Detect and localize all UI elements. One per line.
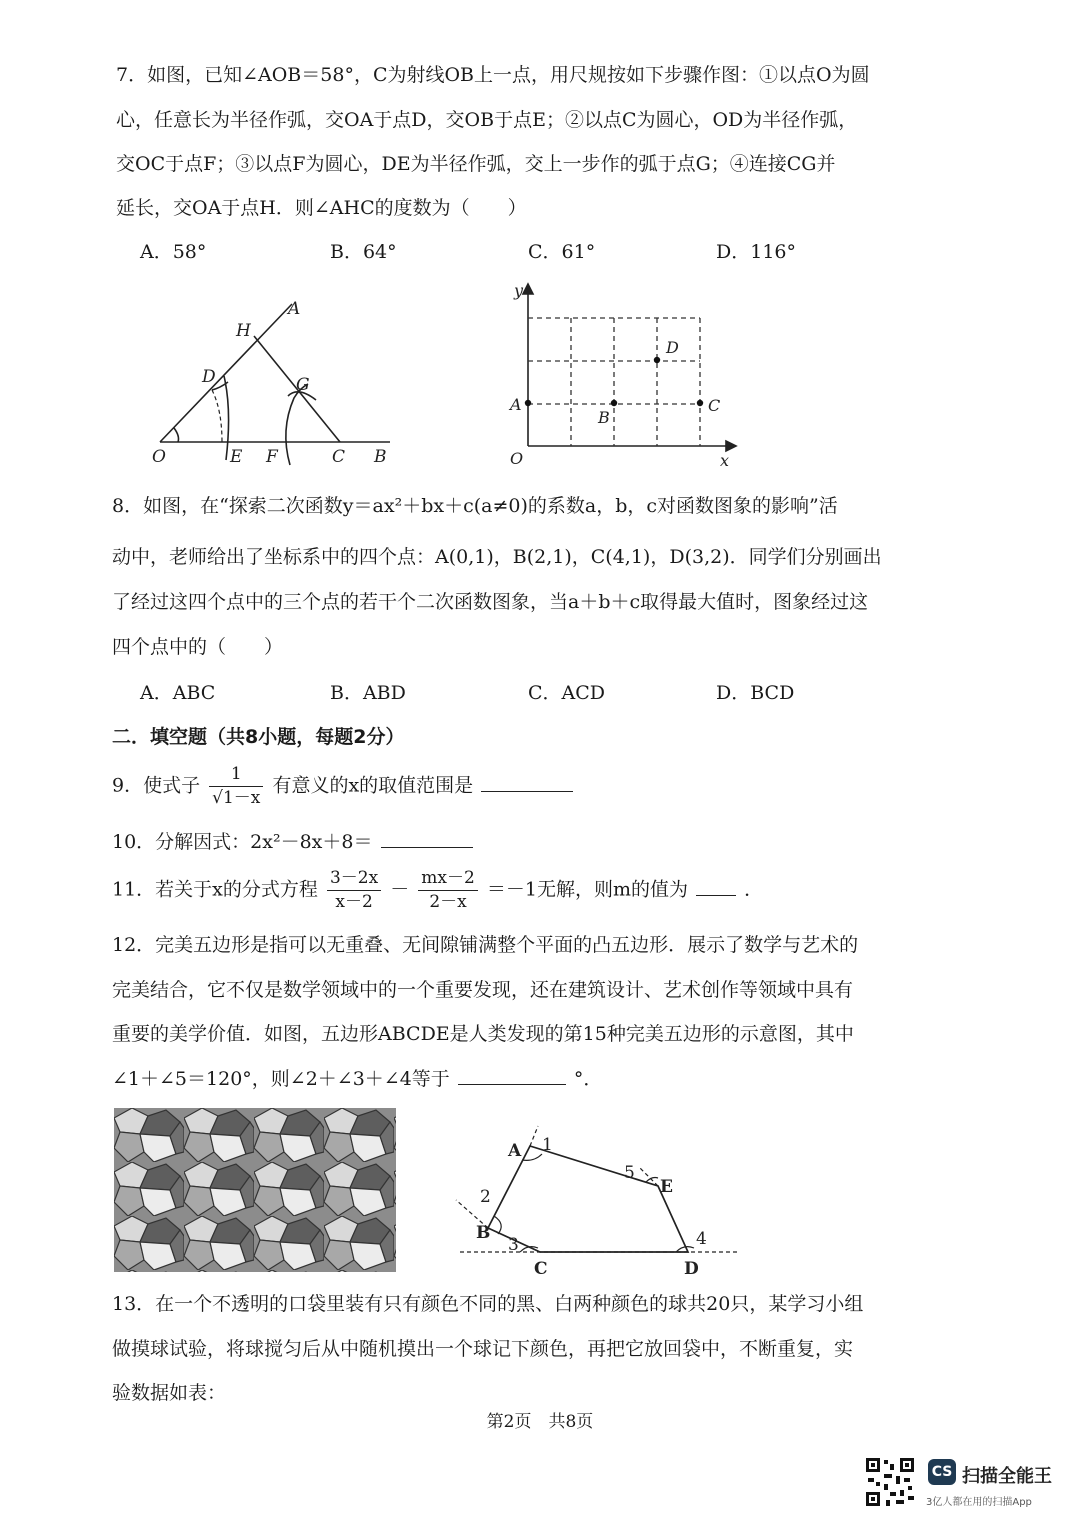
angle-4-label: 4 (696, 1229, 707, 1249)
q11-f1-numerator: 3－2x (327, 870, 381, 891)
q10-text: 10．分解因式：2x²－8x＋8＝ (112, 831, 373, 853)
label-f: F (266, 447, 278, 467)
point-c-label: C (708, 396, 721, 415)
label-g: G (296, 375, 310, 395)
x-label: x (720, 451, 730, 470)
q9-numerator: 1 (209, 766, 263, 787)
q11-answer-blank (696, 894, 736, 896)
q8-option-b: B．ABD (330, 682, 406, 704)
q8-line-4: 四个点中的（ ） (112, 636, 284, 658)
y-label: y (514, 281, 524, 300)
point-b-label: B (598, 408, 610, 427)
q7-option-b: B．64° (330, 241, 397, 263)
label-h: H (236, 321, 251, 341)
label-o: O (152, 447, 166, 467)
q7-line-4: 延长，交OA于点H．则∠AHC的度数为（ ） (116, 197, 527, 219)
q8-option-a: A．ABC (140, 682, 216, 704)
q9-prefix: 9．使式子 (112, 774, 201, 797)
extension-a (530, 1126, 538, 1146)
page-footer: 第2页 共8页 (486, 1412, 594, 1432)
q7-line-2: 心，任意长为半径作弧，交OA于点D，交OB于点E；②以点C为圆心，OD为半径作弧， (116, 109, 858, 131)
q7-option-c: C．61° (528, 241, 596, 263)
q8-line-1: 8．如图，在“探索二次函数y＝ax²＋bx＋c(a≠0)的系数a，b，c对函数图象的影响”活 (112, 495, 838, 517)
q12-line-4-text: ∠1＋∠5＝120°，则∠2＋∠3＋∠4等于 (112, 1068, 450, 1090)
grid-point-c (697, 400, 703, 406)
q9-answer-blank (481, 790, 573, 792)
q11-line (112, 870, 763, 911)
arc-de (224, 376, 229, 460)
q7-line-3: 交OC于点F；③以点F为圆心，DE为半径作弧，交上一步作的弧于点G；④连接CG并 (116, 153, 836, 175)
q11-fraction-2 (418, 870, 478, 911)
q11-fraction-1 (327, 870, 381, 911)
q11-f2-denominator: 2－x (429, 892, 467, 912)
vertex-e-label: E (660, 1177, 673, 1197)
angle-mark-o (174, 428, 179, 442)
q12-line-3: 重要的美学价值．如图，五边形ABCDE是人类发现的第15种完美五边形的示意图，其中 (112, 1023, 854, 1045)
q8-coordinate-grid (500, 280, 750, 470)
q10-answer-blank (381, 846, 473, 848)
q12-end: °． (573, 1068, 603, 1090)
q8-line-2: 动中，老师给出了坐标系中的四个点：A(0,1)，B(2,1)，C(4,1)，D(3,2)．同学们分别画出 (112, 546, 882, 568)
q12-line-1: 12．完美五边形是指可以无重叠、无间隙铺满整个平面的凸五边形．展示了数学与艺术的 (112, 934, 859, 956)
camscanner-logo: CS (928, 1459, 956, 1485)
grid-point-d (654, 357, 660, 363)
grid-point-a (525, 400, 531, 406)
arc-fg (286, 384, 308, 465)
q8-option-d: D．BCD (716, 682, 795, 704)
q11-suffix: ＝－1无解，则m的值为 (486, 878, 688, 901)
label-b: B (374, 447, 387, 467)
point-d-label: D (666, 338, 679, 357)
label-a: A (288, 299, 301, 319)
q13-line-3: 验数据如表： (112, 1382, 227, 1404)
q12-line-2: 完美结合，它不仅是数学领域中的一个重要发现，还在建筑设计、艺术创作等领域中具有 (112, 979, 854, 1001)
q11-end: ． (744, 878, 764, 901)
q9-suffix: 有意义的x的取值范围是 (272, 774, 474, 797)
vertex-a-label: A (508, 1141, 522, 1161)
q7-line-1: 7．如图，已知∠AOB＝58°，C为射线OB上一点，用尺规按如下步骤作图：①以点O为圆 (116, 64, 870, 86)
vertex-c-label: C (534, 1259, 548, 1279)
q9-denominator: √1－x (212, 788, 261, 808)
label-e: E (230, 447, 243, 467)
vertex-b-label: B (476, 1223, 491, 1243)
pentagon-abcde-figure (450, 1120, 750, 1280)
q11-f2-numerator: mx－2 (418, 870, 478, 891)
camscanner-tagline: 3亿人都在用的扫描App (926, 1497, 1032, 1508)
point-a-label: A (510, 395, 522, 414)
grid-point-b (611, 400, 617, 406)
angle-1-label: 1 (542, 1135, 553, 1155)
q10-line (112, 833, 475, 852)
angle-3-label: 3 (508, 1235, 519, 1255)
angle-5-label: 5 (624, 1163, 635, 1183)
q13-line-2: 做摸球试验，将球搅匀后从中随机摸出一个球记下颜色，再把它放回袋中，不断重复，实 (112, 1338, 854, 1360)
vertex-d-label: D (684, 1259, 699, 1279)
q8-option-c: C．ACD (528, 682, 606, 704)
qr-code-icon (864, 1456, 916, 1508)
q7-option-a: A．58° (140, 241, 207, 263)
label-d: D (202, 367, 216, 387)
origin-label: O (510, 449, 524, 468)
ray-oa (160, 304, 292, 442)
q8-line-3: 了经过这四个点中的三个点的若干个二次函数图象，当a＋b＋c取得最大值时，图象经过这 (112, 591, 869, 613)
dashed-de (212, 390, 222, 442)
q7-angle-figure (140, 290, 410, 480)
q11-prefix: 11．若关于x的分式方程 (112, 878, 318, 901)
q11-minus: － (390, 878, 410, 901)
q9-line (112, 766, 575, 807)
q9-fraction (209, 766, 263, 807)
y-axis-arrow (523, 284, 533, 294)
q7-option-d: D．116° (716, 241, 796, 263)
q12-answer-blank (458, 1083, 566, 1085)
section-heading: 二．填空题（共8小题，每题2分） (112, 726, 405, 748)
q13-line-1: 13．在一个不透明的口袋里装有只有颜色不同的黑、白两种颜色的球共20只，某学习小组 (112, 1293, 864, 1315)
label-c: C (332, 447, 346, 467)
x-axis-arrow (726, 441, 736, 451)
pentagon-tiling-image (114, 1108, 396, 1272)
q11-f1-denominator: x－2 (335, 892, 373, 912)
angle-2-label: 2 (480, 1187, 491, 1207)
q12-line-4 (112, 1070, 602, 1089)
camscanner-brand: 扫描全能王 (962, 1466, 1052, 1487)
